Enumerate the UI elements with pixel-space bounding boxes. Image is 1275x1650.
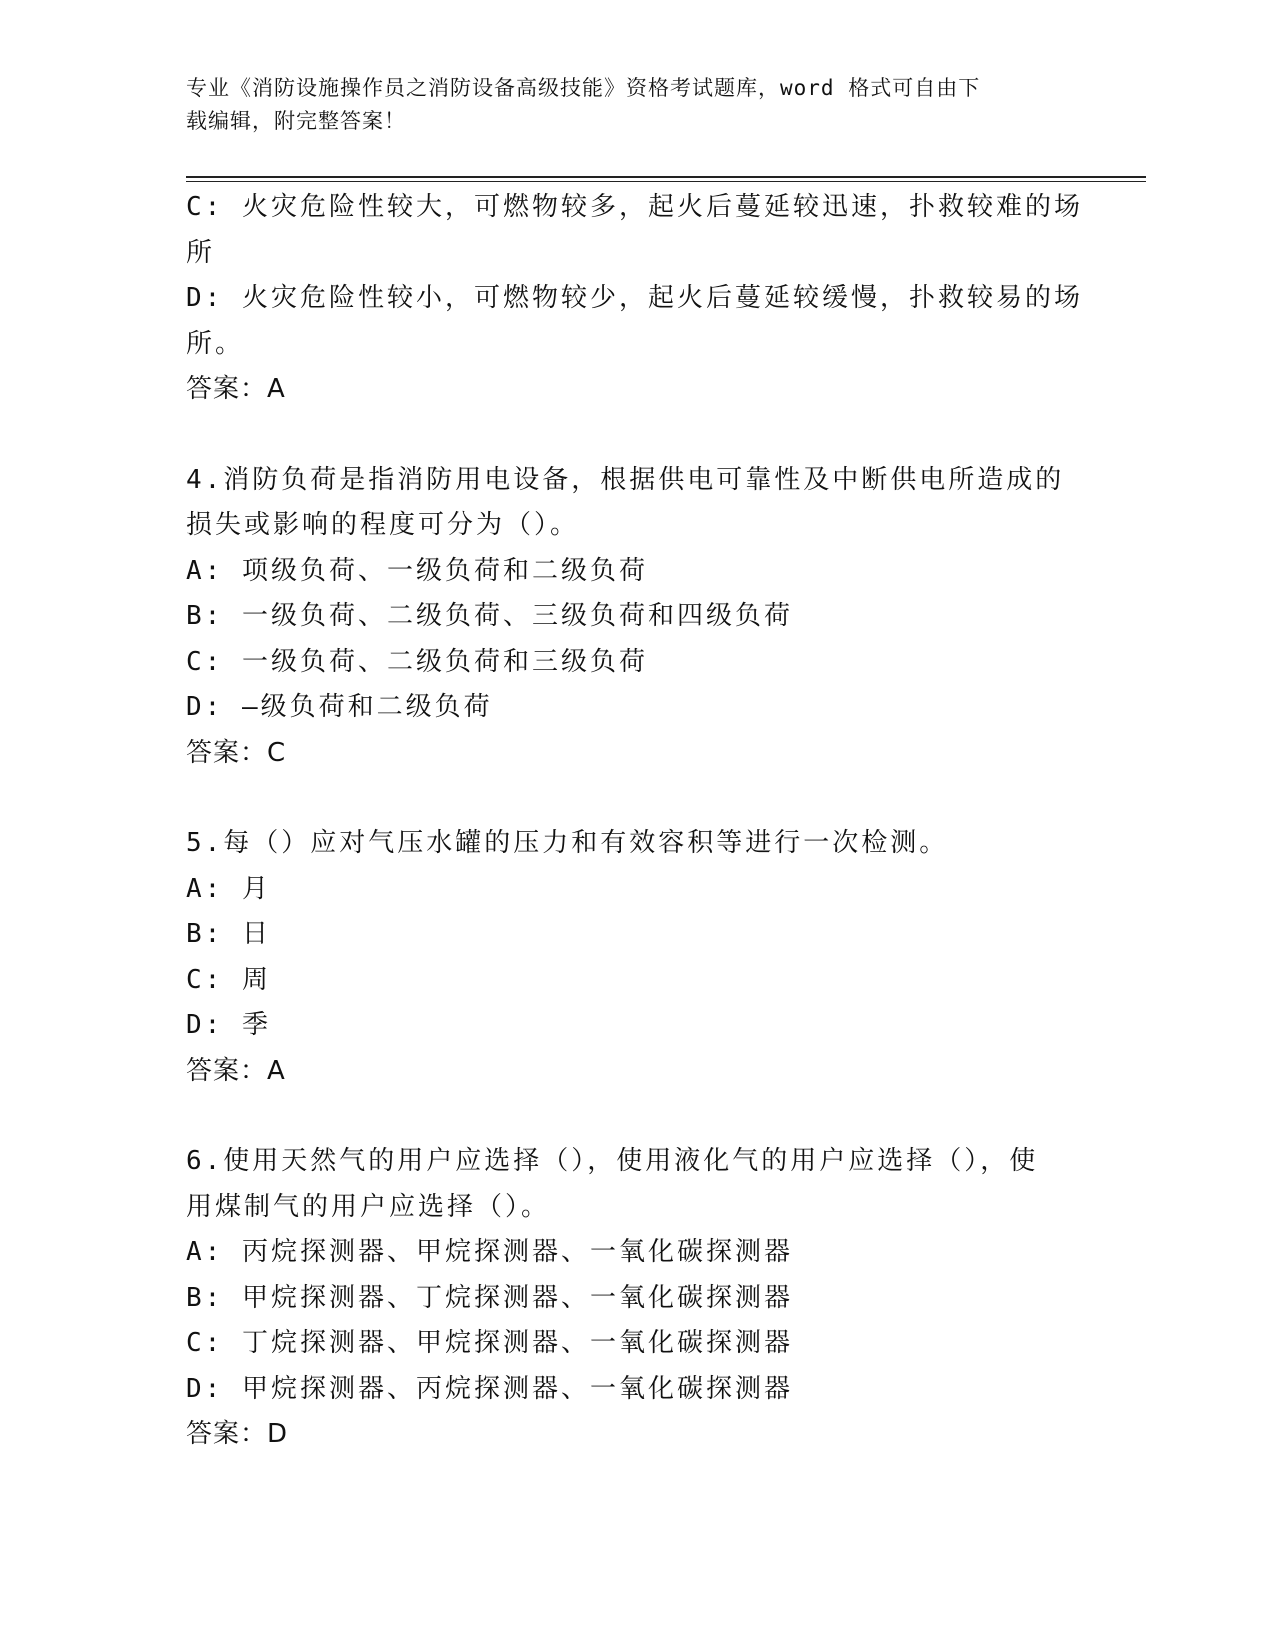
question-6 [186, 1139, 1066, 1458]
option-c: C: 丁烷探测器、甲烷探测器、一氧化碳探测器 [186, 1328, 793, 1358]
option-a: A: 月 [186, 873, 271, 904]
answer-line: 答案：A [186, 374, 286, 404]
option-d: D: 季 [186, 1010, 271, 1040]
option-b: B: 甲烷探测器、丁烷探测器、一氧化碳探测器 [186, 1282, 793, 1313]
option-c: C: 周 [186, 964, 271, 995]
question-stem-line-2: 损失或影响的程度可分为（）。 [186, 510, 580, 540]
answer-line: 答案：A [186, 1055, 286, 1086]
question-5 [186, 821, 1066, 1094]
option-a: A: 项级负荷、一级负荷和二级负荷 [186, 555, 648, 586]
spacer [186, 413, 1066, 458]
option-b: B: 日 [186, 919, 271, 949]
header-line-2: 载编辑，附完整答案！ [186, 109, 406, 133]
option-d: D: 甲烷探测器、丙烷探测器、一氧化碳探测器 [186, 1373, 793, 1404]
answer-line: 答案：C [186, 737, 287, 768]
question-content [186, 185, 1083, 1458]
option-c: C: 一级负荷、二级负荷和三级负荷 [186, 646, 648, 677]
option-d: D: —级负荷和二级负荷 [186, 692, 493, 722]
question-stem-line-1: 6.使用天然气的用户应选择（），使用液化气的用户应选择（），使 [186, 1146, 1039, 1176]
question-4 [186, 458, 1066, 777]
header-line-1: 专业《消防设施操作员之消防设备高级技能》资格考试题库，word 格式可自由下 [186, 76, 981, 100]
option-a: A: 丙烷探测器、甲烷探测器、一氧化碳探测器 [186, 1237, 793, 1267]
option-b: B: 一级负荷、二级负荷、三级负荷和四级负荷 [186, 601, 793, 631]
option-c-line-1: C: 火灾危险性较大，可燃物较多，起火后蔓延较迅速，扑救较难的场 [186, 192, 1083, 222]
question-stem-line-1: 4.消防负荷是指消防用电设备，根据供电可靠性及中断供电所造成的 [186, 464, 1065, 495]
option-c-line-2: 所 [186, 237, 216, 268]
answer-line: 答案：D [186, 1419, 289, 1449]
header-rule-thick [186, 176, 1146, 178]
question-3-tail [186, 185, 1083, 413]
option-d-line-2: 所。 [186, 328, 245, 359]
spacer [186, 776, 1066, 821]
document-header [186, 72, 1066, 138]
question-stem-line-2: 用煤制气的用户应选择（）。 [186, 1191, 551, 1222]
header-rule-thin [186, 181, 1146, 182]
spacer [186, 1094, 1066, 1139]
option-d-line-1: D: 火灾危险性较小，可燃物较少，起火后蔓延较缓慢，扑救较易的场 [186, 283, 1083, 313]
question-stem-line-1: 5.每（）应对气压水罐的压力和有效容积等进行一次检测。 [186, 828, 949, 858]
